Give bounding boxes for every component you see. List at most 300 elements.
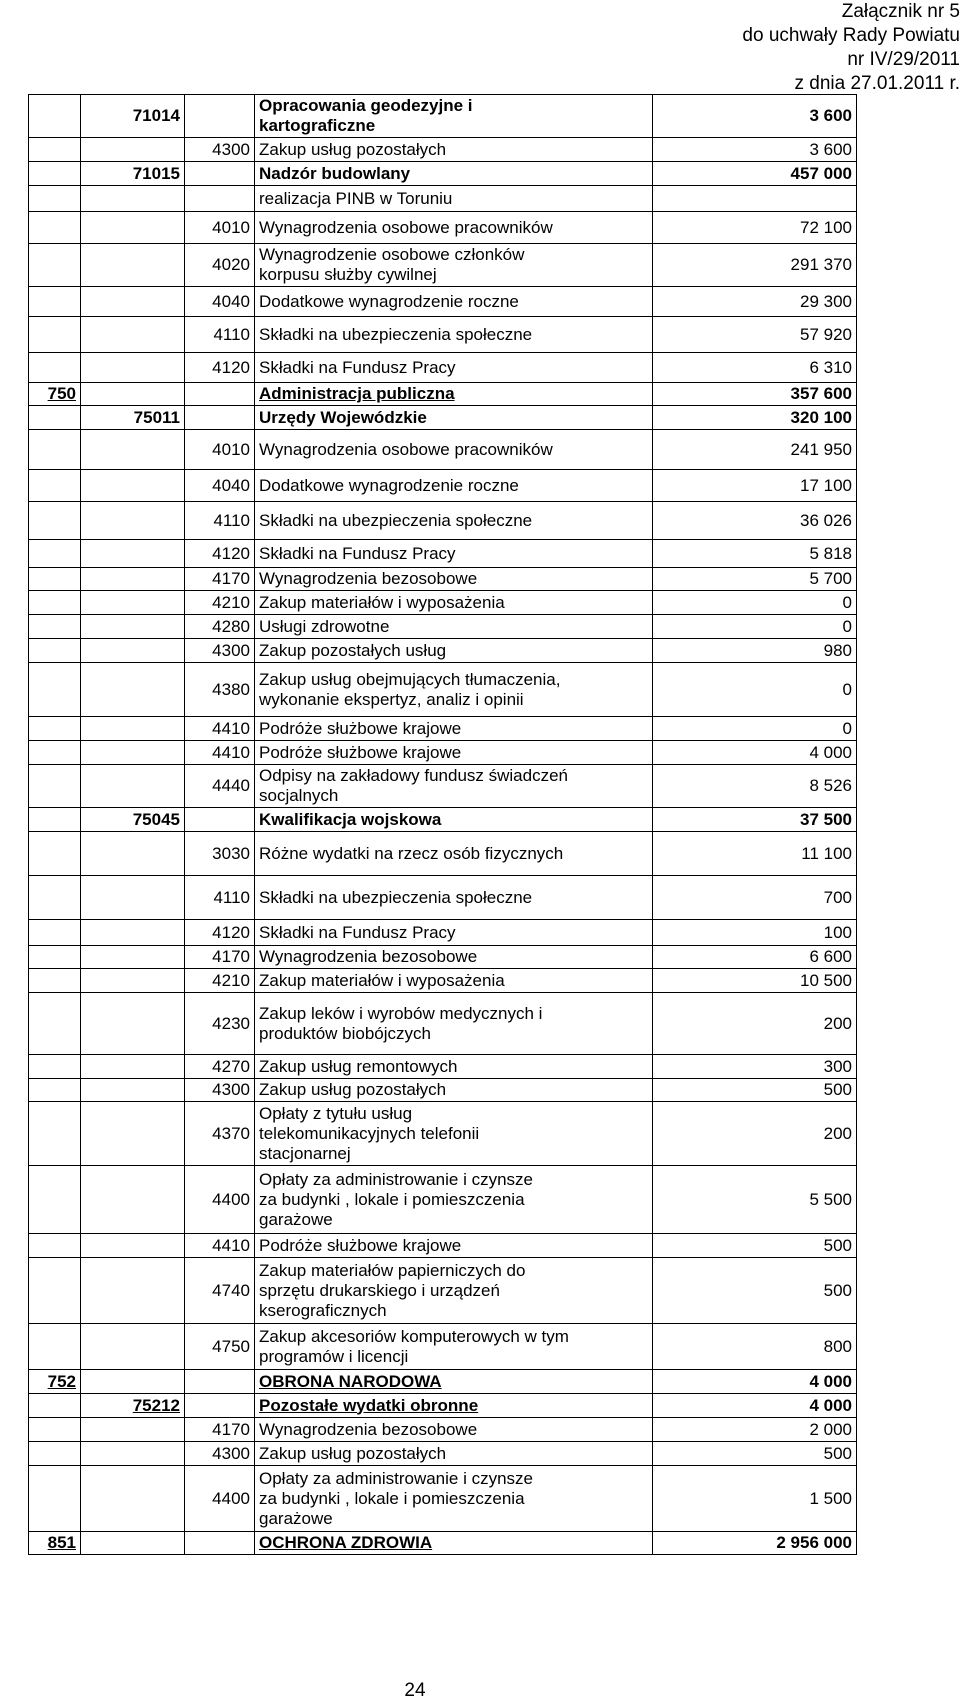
description-cell: [255, 138, 653, 162]
description-cell: [255, 1102, 653, 1166]
amount-cell: [653, 383, 857, 406]
chapter-cell: [29, 568, 81, 591]
paragraph-code-cell-text: 3030: [212, 843, 250, 863]
description-cell: [255, 1532, 653, 1555]
amount-cell: [653, 430, 857, 470]
table-row: [29, 1466, 857, 1532]
paragraph-code-cell: [185, 717, 255, 741]
amount-cell-text: 8 526: [809, 776, 852, 795]
amount-cell: [653, 186, 857, 212]
amount-cell: [653, 502, 857, 540]
amount-cell: [653, 353, 857, 383]
chapter-cell: [29, 317, 81, 353]
chapter-cell: [29, 808, 81, 832]
description-cell-text: Wynagrodzenia bezosobowe: [259, 947, 478, 966]
table-row: [29, 1394, 857, 1418]
table-row: [29, 1532, 857, 1555]
paragraph-code-cell: [185, 353, 255, 383]
section-cell: [81, 244, 185, 287]
description-cell-text: Zakup materiałów i wyposażenia: [259, 970, 505, 990]
description-cell-text: Opracowania geodezyjne i kartograficzne: [259, 96, 473, 135]
amount-cell: [653, 717, 857, 741]
paragraph-code-cell-text: 4170: [212, 1419, 250, 1439]
amount-cell-text: 500: [823, 1280, 852, 1300]
chapter-cell: [29, 287, 81, 317]
table-row: [29, 540, 857, 568]
section-cell: [81, 1394, 185, 1418]
amount-cell-text: 4 000: [809, 1395, 852, 1415]
chapter-cell-text: 752: [47, 1371, 76, 1391]
paragraph-code-cell: [185, 615, 255, 639]
description-cell-text: Podróże służbowe krajowe: [259, 742, 462, 762]
description-cell: [255, 1418, 653, 1442]
paragraph-code-cell: [185, 1394, 255, 1418]
amount-cell: [653, 969, 857, 993]
amount-cell: [653, 1234, 857, 1258]
amount-cell: [653, 540, 857, 568]
description-cell-text: Urzędy Wojewódzkie: [259, 407, 427, 427]
paragraph-code-cell-text: 4400: [212, 1189, 250, 1209]
section-cell: [81, 162, 185, 186]
amount-cell-text: 457 000: [790, 163, 852, 183]
amount-cell: [653, 406, 857, 430]
description-cell: [255, 470, 653, 502]
section-cell: [81, 568, 185, 591]
chapter-cell: [29, 95, 81, 138]
section-cell: [81, 353, 185, 383]
description-cell: [255, 1394, 653, 1418]
paragraph-code-cell-text: 4370: [212, 1123, 250, 1143]
paragraph-code-cell: [185, 1234, 255, 1258]
chapter-cell: [29, 993, 81, 1055]
amount-cell-text: 5 700: [809, 569, 852, 588]
paragraph-code-cell: [185, 317, 255, 353]
table-row: [29, 920, 857, 946]
description-cell: [255, 1324, 653, 1370]
amount-cell: [653, 1166, 857, 1234]
amount-cell: [653, 287, 857, 317]
paragraph-code-cell-text: 4110: [213, 324, 250, 344]
section-cell: [81, 591, 185, 615]
chapter-cell: [29, 470, 81, 502]
paragraph-code-cell: [185, 1370, 255, 1394]
section-cell: [81, 1055, 185, 1079]
section-cell: [81, 920, 185, 946]
attachment-header: [560, 0, 960, 96]
description-cell: [255, 186, 653, 212]
paragraph-code-cell: [185, 1102, 255, 1166]
description-cell-text: Zakup usług pozostałych: [259, 1080, 447, 1099]
chapter-cell: [29, 876, 81, 920]
section-cell: [81, 502, 185, 540]
amount-cell: [653, 1394, 857, 1418]
section-cell-text: 71014: [132, 106, 180, 125]
table-row: [29, 353, 857, 383]
paragraph-code-cell: [185, 502, 255, 540]
section-cell: [81, 470, 185, 502]
paragraph-code-cell-text: 4410: [212, 1235, 250, 1255]
description-cell: [255, 993, 653, 1055]
header-line-3: nr IV/29/2011: [847, 49, 960, 70]
description-cell: [255, 663, 653, 717]
description-cell: [255, 591, 653, 615]
chapter-cell: [29, 244, 81, 287]
amount-cell-text: 4 000: [809, 742, 852, 762]
chapter-cell-text: 851: [47, 1533, 76, 1552]
paragraph-code-cell-text: 4280: [212, 616, 250, 636]
table-row: [29, 993, 857, 1055]
amount-cell: [653, 470, 857, 502]
description-cell: [255, 95, 653, 138]
amount-cell: [653, 1466, 857, 1532]
amount-cell-text: 3 600: [809, 106, 852, 125]
description-cell-text: Zakup usług pozostałych: [259, 1443, 447, 1463]
description-cell: [255, 406, 653, 430]
chapter-cell: [29, 186, 81, 212]
section-cell: [81, 1466, 185, 1532]
section-cell: [81, 406, 185, 430]
amount-cell-text: 700: [823, 887, 852, 907]
section-cell: [81, 186, 185, 212]
description-cell: [255, 244, 653, 287]
paragraph-code-cell: [185, 1532, 255, 1555]
table-row: [29, 1234, 857, 1258]
table-row: [29, 741, 857, 765]
amount-cell: [653, 212, 857, 244]
paragraph-code-cell-text: 4040: [212, 475, 250, 495]
description-cell-text: Składki na Fundusz Pracy: [259, 922, 456, 942]
amount-cell: [653, 920, 857, 946]
paragraph-code-cell-text: 4010: [212, 439, 250, 459]
description-cell: [255, 717, 653, 741]
description-cell-text: Wynagrodzenia bezosobowe: [259, 1419, 478, 1439]
description-cell: [255, 162, 653, 186]
section-cell: [81, 615, 185, 639]
table-row: [29, 1055, 857, 1079]
chapter-cell: [29, 502, 81, 540]
chapter-cell: [29, 353, 81, 383]
section-cell: [81, 1418, 185, 1442]
section-cell: [81, 1234, 185, 1258]
table-row: [29, 186, 857, 212]
amount-cell: [653, 993, 857, 1055]
description-cell-text: Różne wydatki na rzecz osób fizycznych: [259, 843, 564, 863]
paragraph-code-cell-text: 4120: [212, 357, 250, 377]
paragraph-code-cell-text: 4170: [212, 947, 250, 966]
amount-cell-text: 800: [823, 1336, 852, 1356]
section-cell: [81, 430, 185, 470]
chapter-cell: [29, 1532, 81, 1555]
amount-cell: [653, 591, 857, 615]
table-row: [29, 1442, 857, 1466]
amount-cell: [653, 765, 857, 808]
section-cell: [81, 876, 185, 920]
paragraph-code-cell: [185, 1055, 255, 1079]
description-cell-text: Składki na Fundusz Pracy: [259, 357, 456, 377]
amount-cell: [653, 1102, 857, 1166]
section-cell: [81, 1258, 185, 1324]
chapter-cell: [29, 430, 81, 470]
paragraph-code-cell: [185, 540, 255, 568]
paragraph-code-cell: [185, 1466, 255, 1532]
amount-cell-text: 5 818: [809, 543, 852, 563]
table-row: [29, 663, 857, 717]
description-cell: [255, 502, 653, 540]
amount-cell-text: 500: [823, 1235, 852, 1255]
amount-cell: [653, 317, 857, 353]
paragraph-code-cell-text: 4400: [212, 1488, 250, 1508]
chapter-cell: [29, 540, 81, 568]
description-cell-text: Podróże służbowe krajowe: [259, 1235, 462, 1255]
amount-cell: [653, 741, 857, 765]
amount-cell: [653, 1324, 857, 1370]
table-row: [29, 639, 857, 663]
paragraph-code-cell: [185, 212, 255, 244]
amount-cell: [653, 639, 857, 663]
description-cell: [255, 615, 653, 639]
amount-cell: [653, 1370, 857, 1394]
amount-cell-text: 200: [823, 1123, 852, 1143]
table-row: [29, 717, 857, 741]
amount-cell: [653, 1079, 857, 1102]
paragraph-code-cell: [185, 1258, 255, 1324]
paragraph-code-cell-text: 4380: [212, 679, 250, 699]
paragraph-code-cell-text: 4120: [212, 922, 250, 942]
paragraph-code-cell: [185, 832, 255, 876]
paragraph-code-cell: [185, 1442, 255, 1466]
amount-cell-text: 17 100: [800, 475, 852, 495]
amount-cell-text: 2 956 000: [776, 1533, 852, 1552]
amount-cell-text: 0: [842, 616, 852, 636]
amount-cell: [653, 1532, 857, 1555]
amount-cell-text: 500: [823, 1443, 852, 1463]
paragraph-code-cell: [185, 741, 255, 765]
table-row: [29, 832, 857, 876]
paragraph-code-cell: [185, 969, 255, 993]
table-row: [29, 568, 857, 591]
paragraph-code-cell: [185, 591, 255, 615]
paragraph-code-cell: [185, 95, 255, 138]
table-row: [29, 1258, 857, 1324]
description-cell-text: Wynagrodzenia osobowe pracowników: [259, 439, 553, 459]
section-cell: [81, 1442, 185, 1466]
table-row: [29, 946, 857, 969]
chapter-cell: [29, 663, 81, 717]
description-cell-text: realizacja PINB w Toruniu: [259, 188, 453, 208]
table-row: [29, 244, 857, 287]
chapter-cell: [29, 1166, 81, 1234]
description-cell-text: OBRONA NARODOWA: [259, 1371, 442, 1391]
description-cell: [255, 353, 653, 383]
description-cell: [255, 946, 653, 969]
section-cell: [81, 765, 185, 808]
paragraph-code-cell: [185, 406, 255, 430]
amount-cell-text: 36 026: [800, 510, 852, 530]
amount-cell: [653, 568, 857, 591]
table-row: [29, 591, 857, 615]
description-cell-text: Zakup leków i wyrobów medycznych i produktów biobójczych: [259, 1003, 543, 1043]
table-row: [29, 212, 857, 244]
table-row: [29, 430, 857, 470]
table-row: [29, 876, 857, 920]
amount-cell: [653, 138, 857, 162]
paragraph-code-cell-text: 4020: [212, 255, 250, 274]
amount-cell-text: 11 100: [801, 843, 852, 863]
section-cell-text: 71015: [132, 163, 180, 183]
section-cell-text: 75011: [133, 407, 180, 427]
paragraph-code-cell-text: 4410: [212, 718, 250, 738]
amount-cell-text: 6 310: [809, 357, 852, 377]
amount-cell-text: 241 950: [790, 439, 852, 459]
chapter-cell: [29, 1370, 81, 1394]
table-row: [29, 1079, 857, 1102]
section-cell: [81, 663, 185, 717]
paragraph-code-cell: [185, 287, 255, 317]
section-cell: [81, 1079, 185, 1102]
chapter-cell: [29, 1442, 81, 1466]
table-row: [29, 317, 857, 353]
paragraph-code-cell-text: 4300: [212, 139, 250, 159]
section-cell: [81, 717, 185, 741]
section-cell: [81, 287, 185, 317]
description-cell: [255, 1466, 653, 1532]
paragraph-code-cell: [185, 946, 255, 969]
header-line-4: z dnia 27.01.2011 r.: [794, 73, 960, 94]
paragraph-code-cell-text: 4410: [212, 742, 250, 762]
amount-cell: [653, 244, 857, 287]
description-cell-text: Składki na ubezpieczenia społeczne: [259, 887, 533, 907]
amount-cell: [653, 832, 857, 876]
section-cell: [81, 1370, 185, 1394]
description-cell: [255, 383, 653, 406]
amount-cell: [653, 95, 857, 138]
chapter-cell: [29, 138, 81, 162]
description-cell-text: Podróże służbowe krajowe: [259, 718, 462, 738]
paragraph-code-cell-text: 4230: [212, 1013, 250, 1033]
amount-cell-text: 320 100: [790, 407, 852, 427]
amount-cell-text: 72 100: [800, 217, 852, 237]
table-row: [29, 162, 857, 186]
section-cell-text: 75045: [132, 809, 180, 829]
table-row: [29, 502, 857, 540]
section-cell: [81, 95, 185, 138]
paragraph-code-cell: [185, 430, 255, 470]
chapter-cell: [29, 717, 81, 741]
chapter-cell: [29, 639, 81, 663]
table-row: [29, 1324, 857, 1370]
chapter-cell: [29, 162, 81, 186]
chapter-cell: [29, 212, 81, 244]
paragraph-code-cell: [185, 186, 255, 212]
chapter-cell: [29, 591, 81, 615]
description-cell-text: Składki na Fundusz Pracy: [259, 543, 456, 563]
header-line-1: Załącznik nr 5: [841, 1, 960, 22]
amount-cell: [653, 1258, 857, 1324]
amount-cell-text: 980: [823, 640, 852, 660]
chapter-cell: [29, 1418, 81, 1442]
description-cell-text: Zakup materiałów papierniczych do sprzętu drukarskiego i urządzeń kserograficznych: [259, 1260, 526, 1320]
amount-cell-text: 500: [823, 1080, 852, 1099]
paragraph-code-cell-text: 4040: [212, 291, 250, 311]
section-cell: [81, 639, 185, 663]
amount-cell-text: 200: [823, 1013, 852, 1033]
description-cell-text: Kwalifikacja wojskowa: [259, 809, 442, 829]
description-cell-text: Administracja publiczna: [259, 384, 455, 403]
paragraph-code-cell: [185, 138, 255, 162]
chapter-cell: [29, 1234, 81, 1258]
chapter-cell: [29, 406, 81, 430]
paragraph-code-cell: [185, 244, 255, 287]
description-cell-text: Usługi zdrowotne: [259, 616, 390, 636]
budget-table-body: [29, 95, 857, 1555]
paragraph-code-cell-text: 4210: [212, 592, 250, 612]
section-cell: [81, 1324, 185, 1370]
table-row: [29, 808, 857, 832]
amount-cell-text: 0: [842, 718, 852, 738]
paragraph-code-cell-text: 4300: [212, 640, 250, 660]
paragraph-code-cell: [185, 383, 255, 406]
amount-cell: [653, 1418, 857, 1442]
amount-cell-text: 4 000: [809, 1371, 852, 1391]
paragraph-code-cell-text: 4110: [213, 887, 250, 907]
description-cell-text: Zakup usług obejmujących tłumaczenia, wykonanie ekspertyz, analiz i opinii: [259, 669, 561, 709]
description-cell-text: Pozostałe wydatki obronne: [259, 1395, 479, 1415]
table-row: [29, 95, 857, 138]
amount-cell-text: 357 600: [790, 384, 852, 403]
table-row: [29, 470, 857, 502]
table-row: [29, 1102, 857, 1166]
paragraph-code-cell: [185, 876, 255, 920]
paragraph-code-cell-text: 4010: [212, 217, 250, 237]
description-cell: [255, 540, 653, 568]
table-row: [29, 1418, 857, 1442]
amount-cell-text: 0: [842, 592, 852, 612]
description-cell: [255, 969, 653, 993]
section-cell: [81, 1532, 185, 1555]
description-cell: [255, 1079, 653, 1102]
table-row: [29, 287, 857, 317]
amount-cell-text: 37 500: [800, 809, 852, 829]
chapter-cell: [29, 383, 81, 406]
table-row: [29, 1166, 857, 1234]
chapter-cell: [29, 969, 81, 993]
section-cell: [81, 138, 185, 162]
paragraph-code-cell: [185, 1079, 255, 1102]
paragraph-code-cell: [185, 1324, 255, 1370]
amount-cell: [653, 663, 857, 717]
paragraph-code-cell: [185, 1166, 255, 1234]
description-cell: [255, 1442, 653, 1466]
amount-cell-text: 300: [823, 1056, 852, 1076]
description-cell-text: Składki na ubezpieczenia społeczne: [259, 324, 533, 344]
paragraph-code-cell-text: 4270: [212, 1056, 250, 1076]
chapter-cell: [29, 1466, 81, 1532]
description-cell: [255, 1258, 653, 1324]
description-cell-text: OCHRONA ZDROWIA: [259, 1533, 433, 1552]
paragraph-code-cell-text: 4740: [212, 1280, 250, 1300]
section-cell: [81, 212, 185, 244]
description-cell-text: Zakup akcesoriów komputerowych w tym programów i licencji: [259, 1326, 569, 1366]
amount-cell-text: 2 000: [809, 1419, 852, 1439]
description-cell-text: Opłaty z tytułu usług telekomunikacyjnych telefonii stacjonarnej: [259, 1103, 480, 1163]
paragraph-code-cell-text: 4210: [212, 970, 250, 990]
description-cell-text: Opłaty za administrowanie i czynsze za budynki , lokale i pomieszczenia garażowe: [259, 1468, 534, 1528]
section-cell: [81, 993, 185, 1055]
description-cell: [255, 1370, 653, 1394]
amount-cell-text: 1 500: [809, 1488, 852, 1508]
section-cell: [81, 1102, 185, 1166]
page-number: 24: [404, 1680, 426, 1701]
